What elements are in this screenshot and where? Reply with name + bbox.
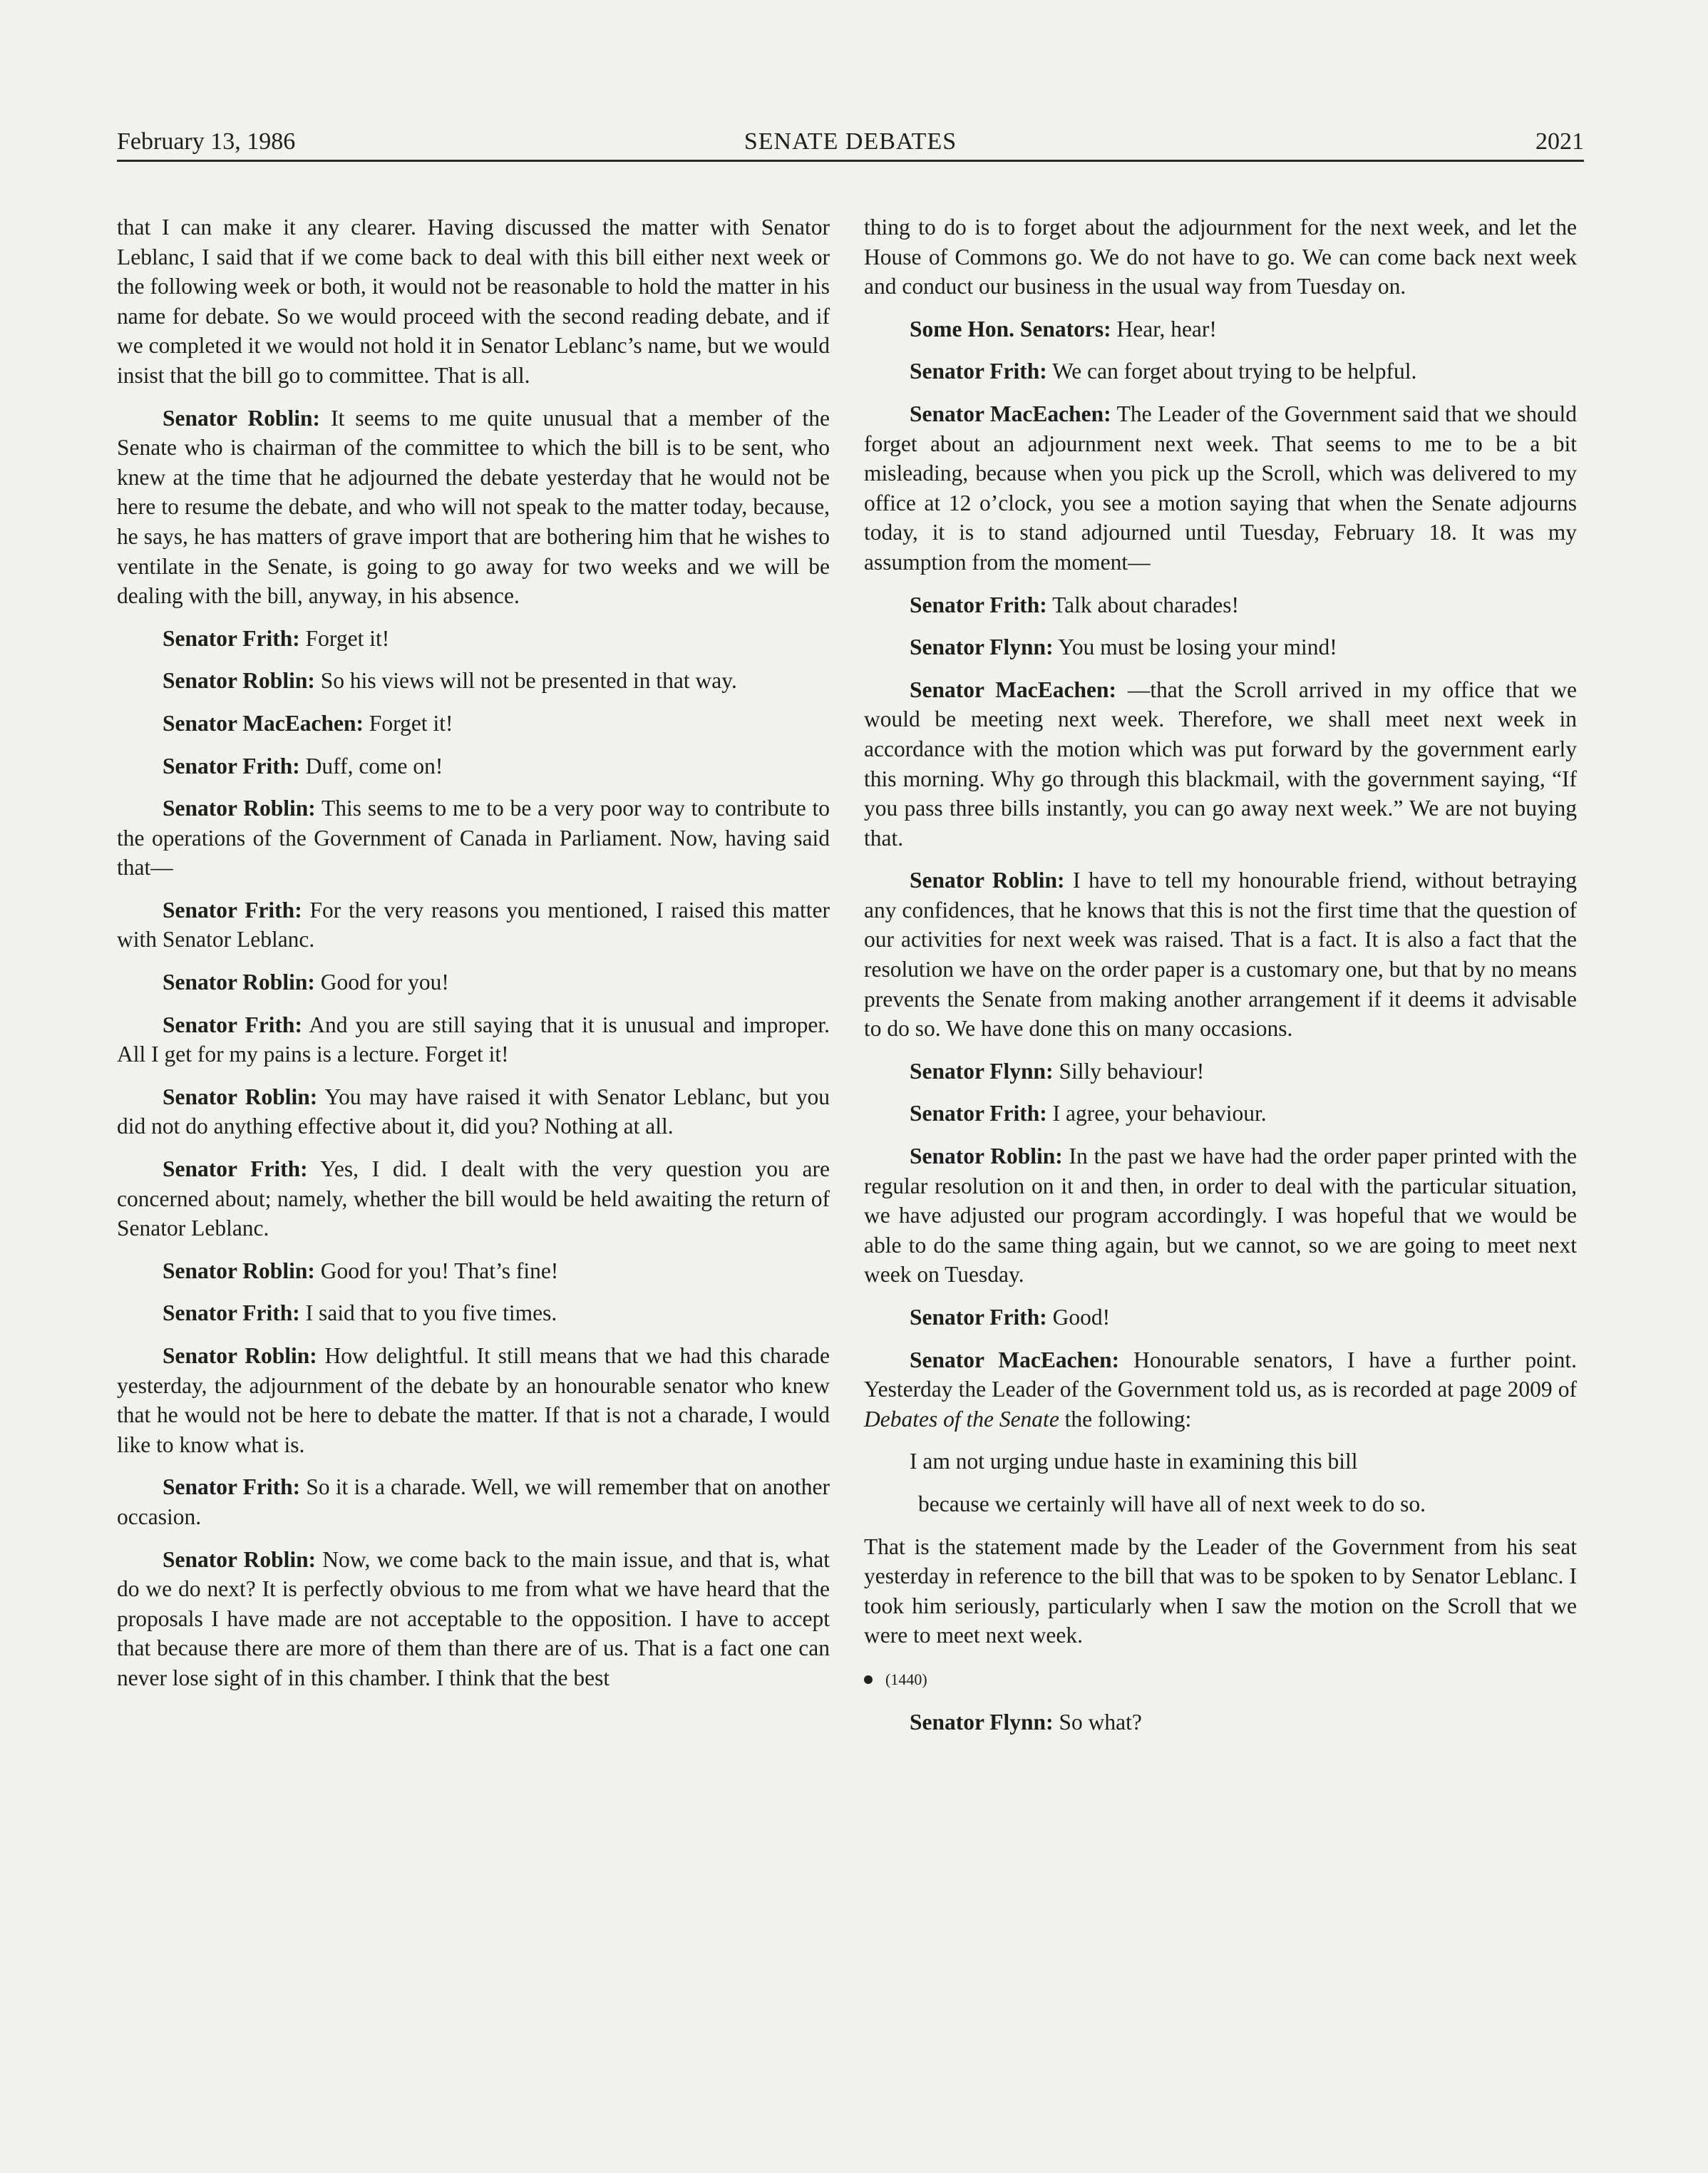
speech-paragraph <box>864 1303 1577 1332</box>
speaker-name: Senator Frith: <box>163 753 300 779</box>
speaker-name: Senator Roblin: <box>163 1084 318 1109</box>
speaker-name: Senator Roblin: <box>163 796 316 821</box>
speech-text: I said that to you five times. <box>305 1300 557 1326</box>
speech-paragraph <box>117 793 830 883</box>
speaker-name: Senator Frith: <box>910 592 1047 617</box>
speech-text: And you are still saying that it is unusual and improper. All I get for my pains is a lecture. Forget it! <box>117 1012 830 1067</box>
speaker-name: Senator Frith: <box>163 897 302 923</box>
speech-paragraph <box>117 1298 830 1328</box>
speech-paragraph <box>864 314 1577 344</box>
speech-text: that I can make it any clearer. Having discussed the matter with Senator Leblanc, I said that if we come back to deal with this bill either next week or the following week or both, it would not be reasonable to hold the matter in his name for debate. So we would proceed with the second reading debate, and if we completed it we would not hold it in Senator Leblanc’s name, but we would insist that the bill go to committee. That is all. <box>117 215 830 388</box>
speech-text: So his views will not be presented in that way. <box>320 668 737 694</box>
speech-text: Talk about charades! <box>1052 592 1240 617</box>
speech-paragraph <box>117 1154 830 1243</box>
speaker-name: Some Hon. Senators: <box>910 316 1111 341</box>
speech-paragraph <box>117 624 830 654</box>
speech-paragraph <box>864 1345 1577 1434</box>
speaker-name: Senator MacEachen: <box>910 401 1111 426</box>
speech-paragraph <box>864 1141 1577 1290</box>
speech-text: How delightful. It still means that we had this charade yesterday, the adjournment of the debate by an honourable senator who knew that he would not be here to debate the matter. If that is not a charade, I would like to know what is. <box>117 1343 830 1457</box>
speech-paragraph <box>117 967 830 997</box>
speaker-name: Senator Frith: <box>163 1156 308 1182</box>
speech-text: The Leader of the Government said that we should forget about an adjournment next week. That seems to me to be a bit misleading, because when you pick up the Scroll, which was delivered to my office at 12 o’clock, you see a motion saying that when the Senate adjourns today, it is to stand adjourned until Tuesday, February 18. It was my assumption from the moment— <box>864 401 1577 575</box>
speaker-name: Senator Roblin: <box>910 1144 1063 1169</box>
speaker-name: Senator Flynn: <box>910 635 1054 660</box>
speech-paragraph <box>864 865 1577 1044</box>
speaker-name: Senator Frith: <box>163 1474 301 1500</box>
speech-text: Forget it! <box>369 710 453 736</box>
speaker-name: Senator Frith: <box>163 1012 302 1037</box>
speech-paragraph <box>864 1099 1577 1129</box>
left-column <box>117 212 830 1706</box>
speech-paragraph <box>864 212 1577 302</box>
speaker-name: Senator Roblin: <box>163 970 315 995</box>
speaker-name: Senator Frith: <box>910 359 1047 384</box>
speech-paragraph <box>117 212 830 391</box>
speech-text: Yes, I did. I dealt with the very question you are concerned about; namely, whether the bill would be held awaiting the return of Senator Leblanc. <box>117 1156 830 1241</box>
speech-text: —that the Scroll arrived in my office that we would be meeting next week. Therefore, we shall meet next week in accordance with the motion which was put forward by the government early this morning. Why go through this blackmail, with the government saying, “If you pass three bills instantly, you can go away next week.” We are not buying that. <box>864 677 1578 851</box>
speech-paragraph-final <box>864 1707 1577 1737</box>
speech-text: Silly behaviour! <box>1059 1058 1205 1084</box>
speech-text: So it is a charade. Well, we will remember that on another occasion. <box>117 1474 830 1529</box>
speaker-name: Senator Frith: <box>163 625 300 651</box>
speech-text: thing to do is to forget about the adjournment for the next week, and let the House of Commons go. We do not have to go. We can come back next week and conduct our business in the usual way from Tuesday on. <box>864 215 1577 299</box>
header-title: SENATE DEBATES <box>744 128 957 155</box>
speech-paragraph <box>117 895 830 955</box>
speech-paragraph <box>117 1010 830 1069</box>
speaker-name: Senator Roblin: <box>163 1343 317 1368</box>
speaker-name: Senator Flynn: <box>910 1058 1054 1084</box>
speech-paragraph <box>117 1082 830 1141</box>
speech-text: This seems to me to be a very poor way to contribute to the operations of the Government of Canada in Parliament. Now, having said that— <box>117 796 830 880</box>
speech-paragraph <box>864 632 1577 662</box>
speech-text: I agree, your behaviour. <box>1052 1101 1267 1126</box>
speaker-name: Senator Roblin: <box>163 1258 315 1283</box>
speaker-name: Senator MacEachen: <box>910 677 1116 702</box>
speech-text: So what? <box>1059 1709 1142 1735</box>
speech-paragraph <box>117 751 830 781</box>
speech-paragraph <box>117 404 830 611</box>
speech-text: Honourable senators, I have a further point. Yesterday the Leader of the Government told us, as is recorded at page 2009 of <box>864 1347 1578 1402</box>
quote-line-1: I am not urging undue haste in examining this bill <box>910 1449 1358 1474</box>
speech-text: I have to tell my honourable friend, without betraying any confidences, that he knows that this is not the first time that the question of our activities for next week was raised. That is a fact. It is also a fact that the resolution we have on the order paper is a customary one, but that by no means prevents the Senate from making another arrangement if it deems it advisable to do so. We have done this on many occasions. <box>864 868 1578 1042</box>
speech-text: Duff, come on! <box>305 753 443 779</box>
speech-paragraph <box>864 675 1577 853</box>
publication-title: Debates of the Senate <box>864 1406 1059 1432</box>
speech-paragraph <box>117 709 830 739</box>
speaker-name: Senator Roblin: <box>163 1546 317 1572</box>
speech-paragraph <box>864 590 1577 620</box>
speaker-name: Senator MacEachen: <box>163 710 364 736</box>
speaker-name: Senator Roblin: <box>163 668 315 694</box>
speech-text: Good for you! That’s fine! <box>320 1258 559 1283</box>
right-column-paragraphs <box>864 212 1577 1434</box>
speaker-name: Senator Frith: <box>163 1300 300 1326</box>
speech-text: We can forget about trying to be helpful. <box>1052 359 1417 384</box>
speech-text-continued: the following: <box>1064 1406 1192 1432</box>
speech-paragraph <box>117 1472 830 1531</box>
bullet-icon <box>864 1675 873 1684</box>
speech-text: You must be losing your mind! <box>1058 635 1337 660</box>
speech-text: Good! <box>1052 1305 1111 1330</box>
speaker-name: Senator Frith: <box>910 1101 1047 1126</box>
speech-paragraph <box>117 1256 830 1286</box>
speech-paragraph <box>864 356 1577 386</box>
speech-paragraph <box>117 666 830 696</box>
speech-text: Forget it! <box>305 625 390 651</box>
time-marker-text: (1440) <box>885 1670 927 1689</box>
speech-text: Now, we come back to the main issue, and that is, what do we do next? It is perfectly obvious to me from what we have heard that the proposals I have made are not acceptable to the opposition. I have to accept that because there are more of them than there are of us. That is a fact one can never lose sight of in this chamber. I think that the best <box>117 1546 830 1690</box>
right-column <box>864 212 1577 1750</box>
speech-paragraph <box>864 399 1577 577</box>
speech-paragraph <box>117 1341 830 1459</box>
speech-text: In the past we have had the order paper printed with the regular resolution on it and then, in order to deal with the particular situation, we have adjusted our program accordingly. I was hopeful that we would be able to do the same thing again, but we cannot, so we are going to meet next week on Tuesday. <box>864 1144 1578 1288</box>
speech-text: Good for you! <box>320 970 449 995</box>
speech-text: Hear, hear! <box>1116 316 1217 341</box>
quote-line-2: because we certainly will have all of next week to do so. <box>918 1491 1426 1516</box>
speaker-name: Senator Frith: <box>910 1305 1047 1330</box>
speaker-name: Senator MacEachen: <box>910 1347 1120 1372</box>
speech-text: It seems to me quite unusual that a member of the Senate who is chairman of the committee to which the bill is to be sent, who knew at the time that he adjourned the debate yesterday that he would not be here to resume the debate, and who will not speak to the matter today, because, he says, he has matters of grave import that are bothering him that he wishes to ventilate in the Senate, is going to go away for two weeks and we will be dealing with the bill, anyway, in his absence. <box>117 405 830 609</box>
header-date: February 13, 1986 <box>117 128 296 155</box>
speech-paragraph <box>117 1545 830 1693</box>
speech-text: You may have raised it with Senator Leblanc, but you did not do anything effective about it, did you? Nothing at all. <box>117 1084 830 1139</box>
speaker-name: Senator Roblin: <box>910 868 1065 893</box>
page-header <box>117 125 1584 162</box>
speaker-name: Senator Flynn: <box>910 1709 1054 1735</box>
paragraph-after-quote: That is the statement made by the Leader of the Government from his seat yesterday in reference to the bill that was to be spoken to by Senator Leblanc. I took him seriously, particularly when I saw the motion on the Scroll that we were to meet next week. <box>864 1534 1577 1648</box>
speech-text: For the very reasons you mentioned, I raised this matter with Senator Leblanc. <box>117 897 830 952</box>
header-page-number: 2021 <box>1535 128 1584 155</box>
time-marker <box>864 1663 1577 1695</box>
speaker-name: Senator Roblin: <box>163 405 321 431</box>
speech-paragraph <box>864 1057 1577 1086</box>
